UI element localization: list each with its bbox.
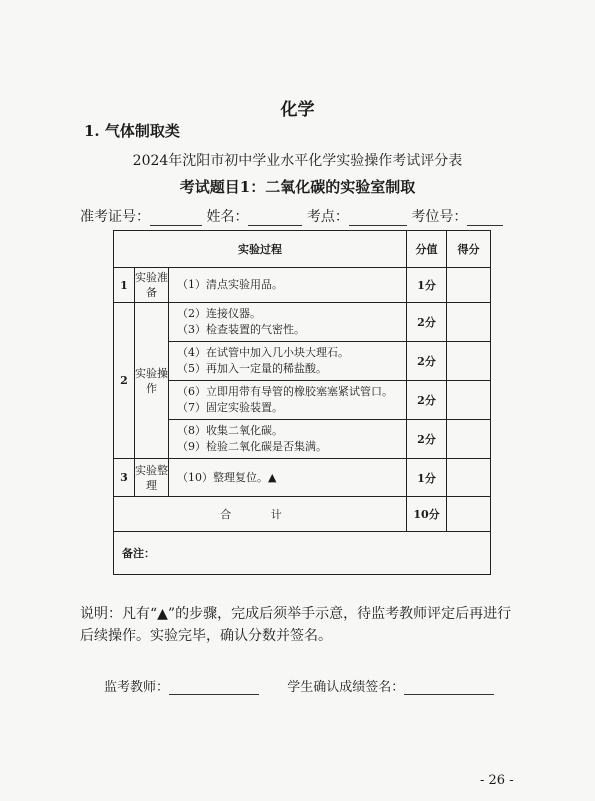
remarks-row	[114, 532, 491, 575]
score-cell[interactable]	[447, 459, 491, 497]
remarks-cell[interactable]	[114, 532, 491, 575]
section-title: 1. 气体制取类	[84, 122, 180, 140]
instructions-note: 说明：凡有“▲”的步骤，完成后须举手示意，待监考教师评定后再进行后续操作。实验完毕，确认分数并签名。	[80, 606, 512, 644]
exam-site-blank[interactable]	[349, 211, 407, 226]
exam-site-label: 考点：	[306, 209, 349, 225]
score-cell[interactable]	[447, 303, 491, 342]
total-row	[114, 497, 491, 532]
step-text: （4）在试管中加入几小块大理石。 （5）再加入一定量的稀盐酸。	[169, 342, 407, 381]
table-row	[114, 303, 491, 342]
section-number: 2	[114, 303, 135, 459]
name-label: 姓名：	[206, 209, 249, 225]
name-blank[interactable]	[248, 211, 302, 226]
total-score-cell[interactable]	[447, 497, 491, 532]
table-row	[114, 420, 491, 459]
total-points: 10分	[407, 497, 447, 532]
step-text: （2）连接仪器。 （3）检查装置的气密性。	[169, 303, 407, 342]
exam-number-blank[interactable]	[150, 211, 202, 226]
teacher-signature-blank[interactable]	[169, 682, 259, 695]
step-text: （10）整理复位。▲	[169, 459, 407, 497]
points-cell: 1分	[407, 459, 447, 497]
page-title: 化学	[280, 100, 315, 120]
header-points: 分值	[407, 231, 447, 268]
student-signature-blank[interactable]	[404, 682, 494, 695]
step-text: （6）立即用带有导管的橡胶塞塞紧试管口。 （7）固定实验装置。	[169, 381, 407, 420]
remarks-label: 备注：	[122, 547, 155, 560]
table-row	[114, 459, 491, 497]
table-header-row	[114, 231, 491, 268]
score-cell[interactable]	[447, 420, 491, 459]
table-row	[114, 381, 491, 420]
score-table	[113, 230, 491, 575]
points-cell: 1分	[407, 268, 447, 303]
points-cell: 2分	[407, 420, 447, 459]
form-title: 2024年沈阳市初中学业水平化学实验操作考试评分表	[132, 153, 463, 169]
teacher-signature-label: 监考教师：	[104, 680, 170, 695]
exam-number-label: 准考证号：	[80, 209, 150, 225]
section-number: 1	[114, 268, 135, 303]
step-text: （1）清点实验用品。	[169, 268, 407, 303]
score-cell[interactable]	[447, 381, 491, 420]
section-category: 实验整理	[135, 459, 169, 497]
signature-line	[104, 676, 494, 695]
seat-number-blank[interactable]	[467, 211, 503, 226]
score-cell[interactable]	[447, 342, 491, 381]
points-cell: 2分	[407, 342, 447, 381]
score-cell[interactable]	[447, 268, 491, 303]
candidate-info-fields	[80, 206, 520, 226]
total-label: 合 计	[114, 497, 407, 532]
step-text: （8）收集二氧化碳。 （9）检验二氧化碳是否集满。	[169, 420, 407, 459]
seat-number-label: 考位号：	[411, 209, 468, 225]
points-cell: 2分	[407, 381, 447, 420]
student-signature-label: 学生确认成绩签名：	[287, 680, 405, 695]
exam-subject: 考试题目1：二氧化碳的实验室制取	[179, 178, 416, 196]
header-process: 实验过程	[114, 231, 407, 268]
section-category: 实验准备	[135, 268, 169, 303]
page-number: - 26 -	[480, 773, 514, 788]
header-score: 得分	[447, 231, 491, 268]
table-row	[114, 342, 491, 381]
table-row	[114, 268, 491, 303]
section-number: 3	[114, 459, 135, 497]
section-category: 实验操作	[135, 303, 169, 459]
points-cell: 2分	[407, 303, 447, 342]
